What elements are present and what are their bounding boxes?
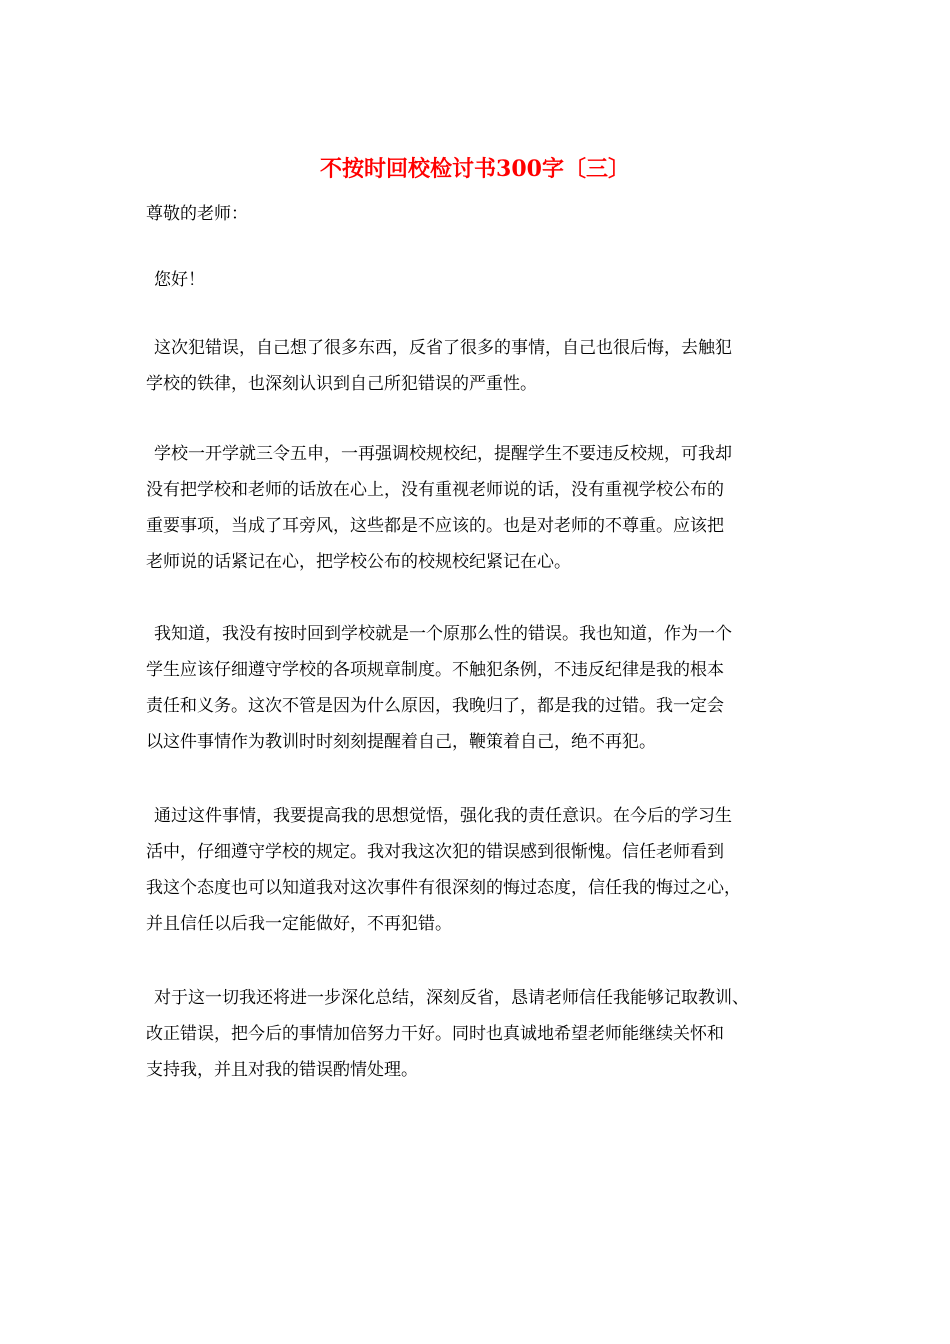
paragraph-line: 活中，仔细遵守学校的规定。我对我这次犯的错误感到很惭愧。信任老师看到 — [146, 842, 724, 862]
paragraph-line: 责任和义务。这次不管是因为什么原因，我晚归了，都是我的过错。我一定会 — [146, 696, 724, 716]
paragraph-2 — [146, 436, 826, 580]
paragraph-line: 改正错误，把今后的事情加倍努力干好。同时也真诚地希望老师能继续关怀和 — [146, 1024, 724, 1044]
paragraph-line: 学校一开学就三令五申，一再强调校规校纪，提醒学生不要违反校规，可我却 — [154, 444, 732, 464]
paragraph-line: 支持我，并且对我的错误酌情处理。 — [146, 1060, 418, 1080]
paragraph-line: 学生应该仔细遵守学校的各项规章制度。不触犯条例，不违反纪律是我的根本 — [146, 660, 724, 680]
paragraph-5 — [146, 980, 826, 1088]
salutation-line: 尊敬的老师： — [146, 204, 248, 224]
paragraph-line: 通过这件事情，我要提高我的思想觉悟，强化我的责任意识。在今后的学习生 — [154, 806, 732, 826]
greeting-line: 您好！ — [154, 270, 205, 290]
paragraph-line: 重要事项，当成了耳旁风，这些都是不应该的。也是对老师的不尊重。应该把 — [146, 516, 724, 536]
paragraph-1 — [146, 330, 826, 402]
paragraph-line: 对于这一切我还将进一步深化总结，深刻反省，恳请老师信任我能够记取教训、 — [154, 988, 749, 1008]
paragraph-4 — [146, 798, 826, 942]
paragraph-line: 老师说的话紧记在心，把学校公布的校规校纪紧记在心。 — [146, 552, 571, 572]
paragraph-line: 我知道，我没有按时回到学校就是一个原那么性的错误。我也知道，作为一个 — [154, 624, 732, 644]
paragraph-line: 以这件事情作为教训时时刻刻提醒着自己，鞭策着自己，绝不再犯。 — [146, 732, 656, 752]
greeting — [146, 262, 826, 298]
document-title: 不按时回校检讨书300字〔三〕 — [320, 156, 630, 182]
paragraph-line: 并且信任以后我一定能做好，不再犯错。 — [146, 914, 452, 934]
paragraph-line: 学校的铁律，也深刻认识到自己所犯错误的严重性。 — [146, 374, 537, 394]
paragraph-line: 没有把学校和老师的话放在心上，没有重视老师说的话，没有重视学校公布的 — [146, 480, 724, 500]
paragraph-line: 我这个态度也可以知道我对这次事件有很深刻的悔过态度，信任我的悔过之心， — [146, 878, 741, 898]
paragraph-line: 这次犯错误，自己想了很多东西，反省了很多的事情，自己也很后悔，去触犯 — [154, 338, 732, 358]
salutation — [146, 196, 826, 232]
paragraph-3 — [146, 616, 826, 760]
